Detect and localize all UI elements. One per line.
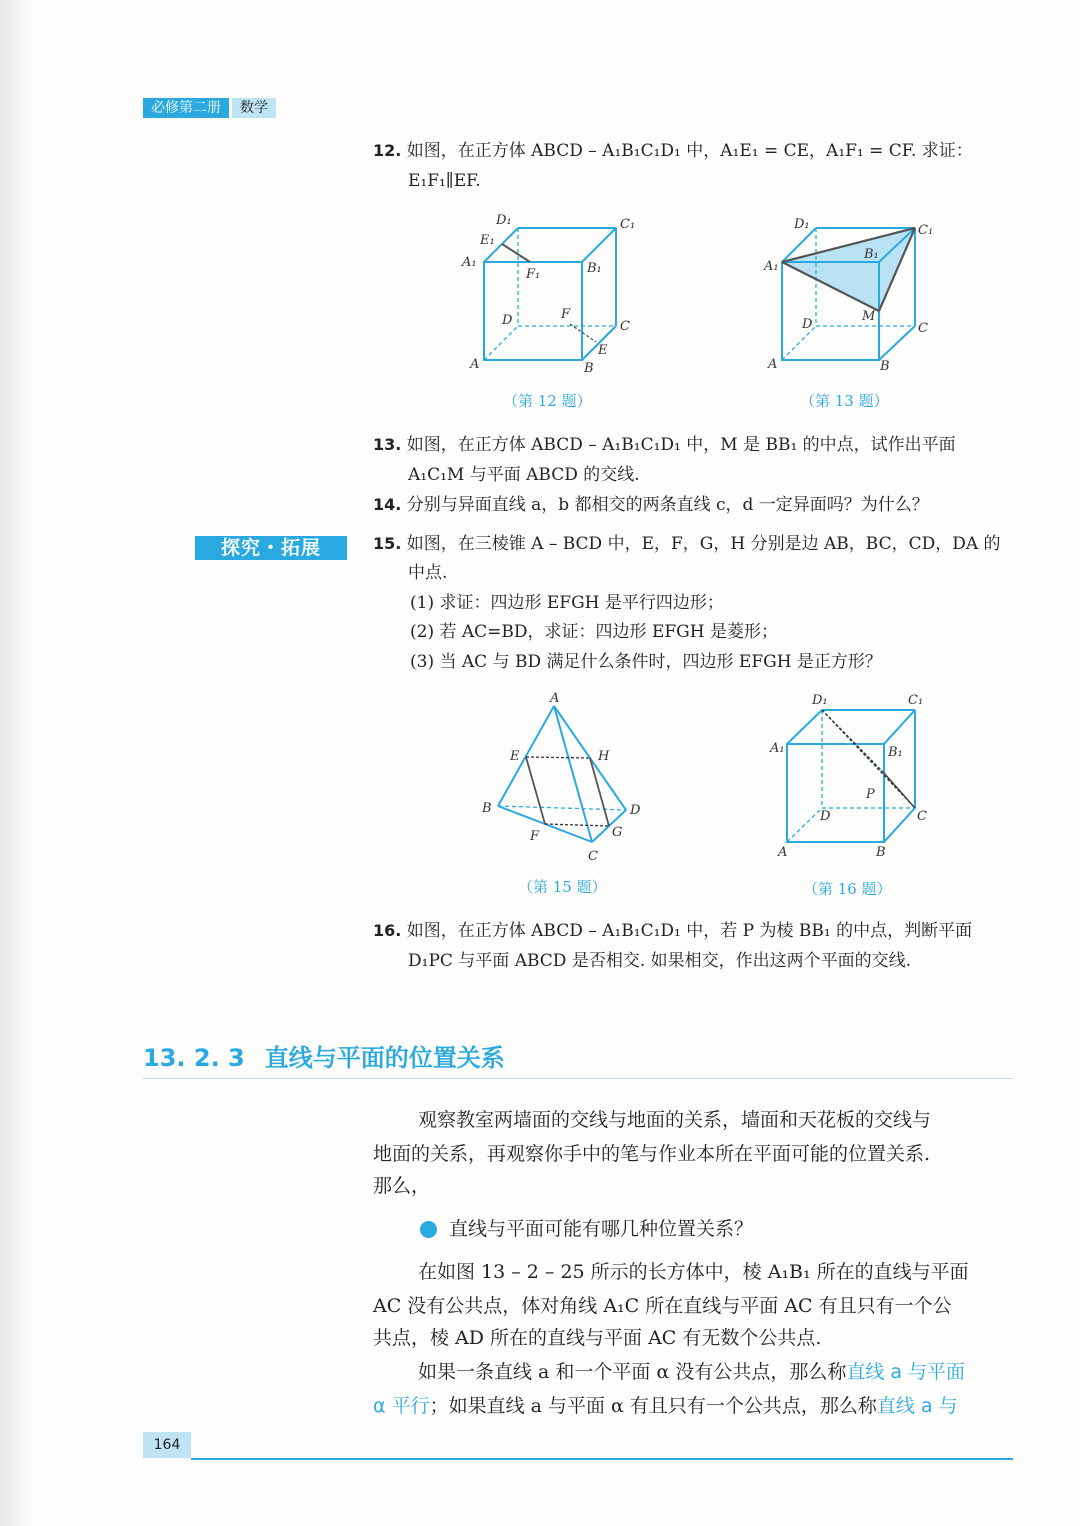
problem-12-line2: E₁F₁∥EF. bbox=[408, 171, 481, 191]
label-H: H bbox=[598, 749, 610, 764]
problem-15-sub2: (2) 若 AC=BD，求证：四边形 EFGH 是菱形； bbox=[410, 622, 778, 642]
label-B1: B₁ bbox=[587, 261, 602, 276]
problem-12 bbox=[373, 140, 973, 162]
para3-line2 bbox=[373, 1390, 958, 1422]
bullet-dot-icon bbox=[420, 1221, 437, 1238]
label-C: C bbox=[620, 319, 630, 334]
page-number: 164 bbox=[143, 1432, 191, 1458]
label-C: C bbox=[918, 321, 928, 336]
label-D1: D₁ bbox=[496, 213, 512, 228]
section-title: 直线与平面的位置关系 bbox=[264, 1044, 505, 1072]
problem-text: 如图，在正方体 ABCD – A₁B₁C₁D₁ 中，A₁E₁ = CE，A₁F₁ = CF. 求证： bbox=[406, 141, 973, 161]
label-F1: F₁ bbox=[526, 267, 541, 282]
label-D1: D₁ bbox=[794, 217, 810, 232]
label-A: A bbox=[470, 357, 480, 372]
problem-15-sub3: (3) 当 AC 与 BD 满足什么条件时，四边形 EFGH 是正方形？ bbox=[410, 652, 882, 672]
label-E: E bbox=[598, 343, 608, 358]
figure-16-cube bbox=[760, 690, 950, 870]
header-subject-label: 数学 bbox=[232, 98, 276, 118]
para2-line1: 在如图 13 – 2 – 25 所示的长方体中，棱 A₁B₁ 所在的直线与平面 bbox=[418, 1261, 969, 1283]
label-A1: A₁ bbox=[770, 741, 785, 756]
label-D: D bbox=[820, 809, 831, 824]
section-heading bbox=[143, 1038, 505, 1073]
label-E1: E₁ bbox=[480, 233, 495, 248]
label-B: B bbox=[584, 361, 594, 376]
problem-15 bbox=[373, 533, 1001, 555]
para1-line2: 地面的关系，再观察你手中的笔与作业本所在平面可能的位置关系. bbox=[373, 1143, 931, 1165]
label-C1: C₁ bbox=[918, 223, 934, 238]
label-F: F bbox=[561, 307, 571, 322]
section-number: 13. 2. 3 bbox=[143, 1044, 245, 1072]
caption-16: （第 16 题） bbox=[803, 880, 892, 898]
para1-line3: 那么， bbox=[373, 1175, 431, 1197]
label-B1: B₁ bbox=[888, 745, 903, 760]
term-parallel-highlight: 直线 a 与平面 bbox=[846, 1361, 966, 1383]
problem-number: 12. bbox=[373, 141, 402, 160]
figure-12-cube bbox=[460, 212, 650, 377]
problem-14 bbox=[373, 494, 929, 516]
label-C: C bbox=[917, 809, 927, 824]
problem-number: 13. bbox=[373, 435, 402, 454]
label-C: C bbox=[588, 849, 598, 864]
para3-line1 bbox=[418, 1356, 965, 1388]
problem-15-sub1: (1) 求证：四边形 EFGH 是平行四边形； bbox=[410, 593, 724, 613]
problem-number: 15. bbox=[373, 534, 402, 553]
question-bullet bbox=[420, 1216, 753, 1242]
problem-text: 如图，在正方体 ABCD – A₁B₁C₁D₁ 中，M 是 BB₁ 的中点，试作出平面 bbox=[406, 435, 956, 455]
label-D1: D₁ bbox=[812, 693, 828, 708]
label-A: A bbox=[768, 357, 778, 372]
para1-line1: 观察教室两墙面的交线与地面的关系，墙面和天花板的交线与 bbox=[418, 1109, 932, 1131]
label-F: F bbox=[530, 829, 540, 844]
para2-line3: 共点，棱 AD 所在的直线与平面 AC 有无数个公共点. bbox=[373, 1327, 822, 1349]
figure-15-tetrahedron bbox=[478, 690, 648, 870]
explore-extend-tag: 探究・拓展 bbox=[195, 536, 347, 560]
header-book-label: 必修第二册 bbox=[143, 98, 229, 118]
label-C1: C₁ bbox=[908, 693, 924, 708]
para3-text: ；如果直线 a 与平面 α 有且只有一个公共点，那么称 bbox=[429, 1395, 877, 1417]
running-header bbox=[143, 98, 276, 118]
label-D: D bbox=[802, 317, 813, 332]
question-text: 直线与平面可能有哪几种位置关系？ bbox=[449, 1218, 754, 1240]
problem-number: 14. bbox=[373, 495, 402, 514]
para3-text: 如果一条直线 a 和一个平面 α 没有公共点，那么称 bbox=[418, 1361, 847, 1383]
footer-rule bbox=[191, 1458, 1013, 1460]
label-B1: B₁ bbox=[864, 247, 879, 262]
problem-text: 如图，在三棱锥 A – BCD 中，E，F，G，H 分别是边 AB，BC，CD，DA 的 bbox=[406, 534, 1001, 554]
problem-13 bbox=[373, 434, 956, 456]
label-G: G bbox=[612, 825, 623, 840]
problem-15-line2: 中点. bbox=[408, 563, 448, 583]
caption-13: （第 13 题） bbox=[800, 392, 889, 410]
label-P: P bbox=[866, 787, 875, 802]
problem-13-line2: A₁C₁M 与平面 ABCD 的交线. bbox=[408, 465, 640, 485]
figure-13-cube bbox=[760, 212, 950, 377]
label-B: B bbox=[876, 845, 886, 860]
problem-16 bbox=[373, 920, 972, 942]
label-A: A bbox=[550, 691, 560, 706]
label-A1: A₁ bbox=[764, 259, 779, 274]
label-B: B bbox=[880, 359, 890, 374]
label-D: D bbox=[630, 803, 641, 818]
book-spine-shadow bbox=[0, 0, 34, 1526]
problem-number: 16. bbox=[373, 921, 402, 940]
label-A: A bbox=[778, 845, 788, 860]
problem-16-line2: D₁PC 与平面 ABCD 是否相交. 如果相交，作出这两个平面的交线. bbox=[408, 951, 912, 971]
label-D: D bbox=[502, 313, 513, 328]
section-divider bbox=[143, 1078, 1013, 1079]
term-parallel-end: α 平行 bbox=[373, 1395, 430, 1417]
label-B: B bbox=[482, 801, 492, 816]
problem-text: 分别与异面直线 a，b 都相交的两条直线 c，d 一定异面吗？为什么？ bbox=[406, 495, 929, 515]
problem-text: 如图，在正方体 ABCD – A₁B₁C₁D₁ 中，若 P 为棱 BB₁ 的中点，判断平面 bbox=[406, 921, 973, 941]
term-intersect-highlight: 直线 a 与 bbox=[876, 1395, 958, 1417]
label-A1: A₁ bbox=[462, 255, 477, 270]
caption-15: （第 15 题） bbox=[518, 878, 607, 896]
label-M: M bbox=[862, 309, 876, 324]
label-C1: C₁ bbox=[620, 217, 636, 232]
label-E: E bbox=[510, 749, 520, 764]
caption-12: （第 12 题） bbox=[503, 392, 592, 410]
para2-line2: AC 没有公共点，体对角线 A₁C 所在直线与平面 AC 有且只有一个公 bbox=[373, 1295, 952, 1317]
